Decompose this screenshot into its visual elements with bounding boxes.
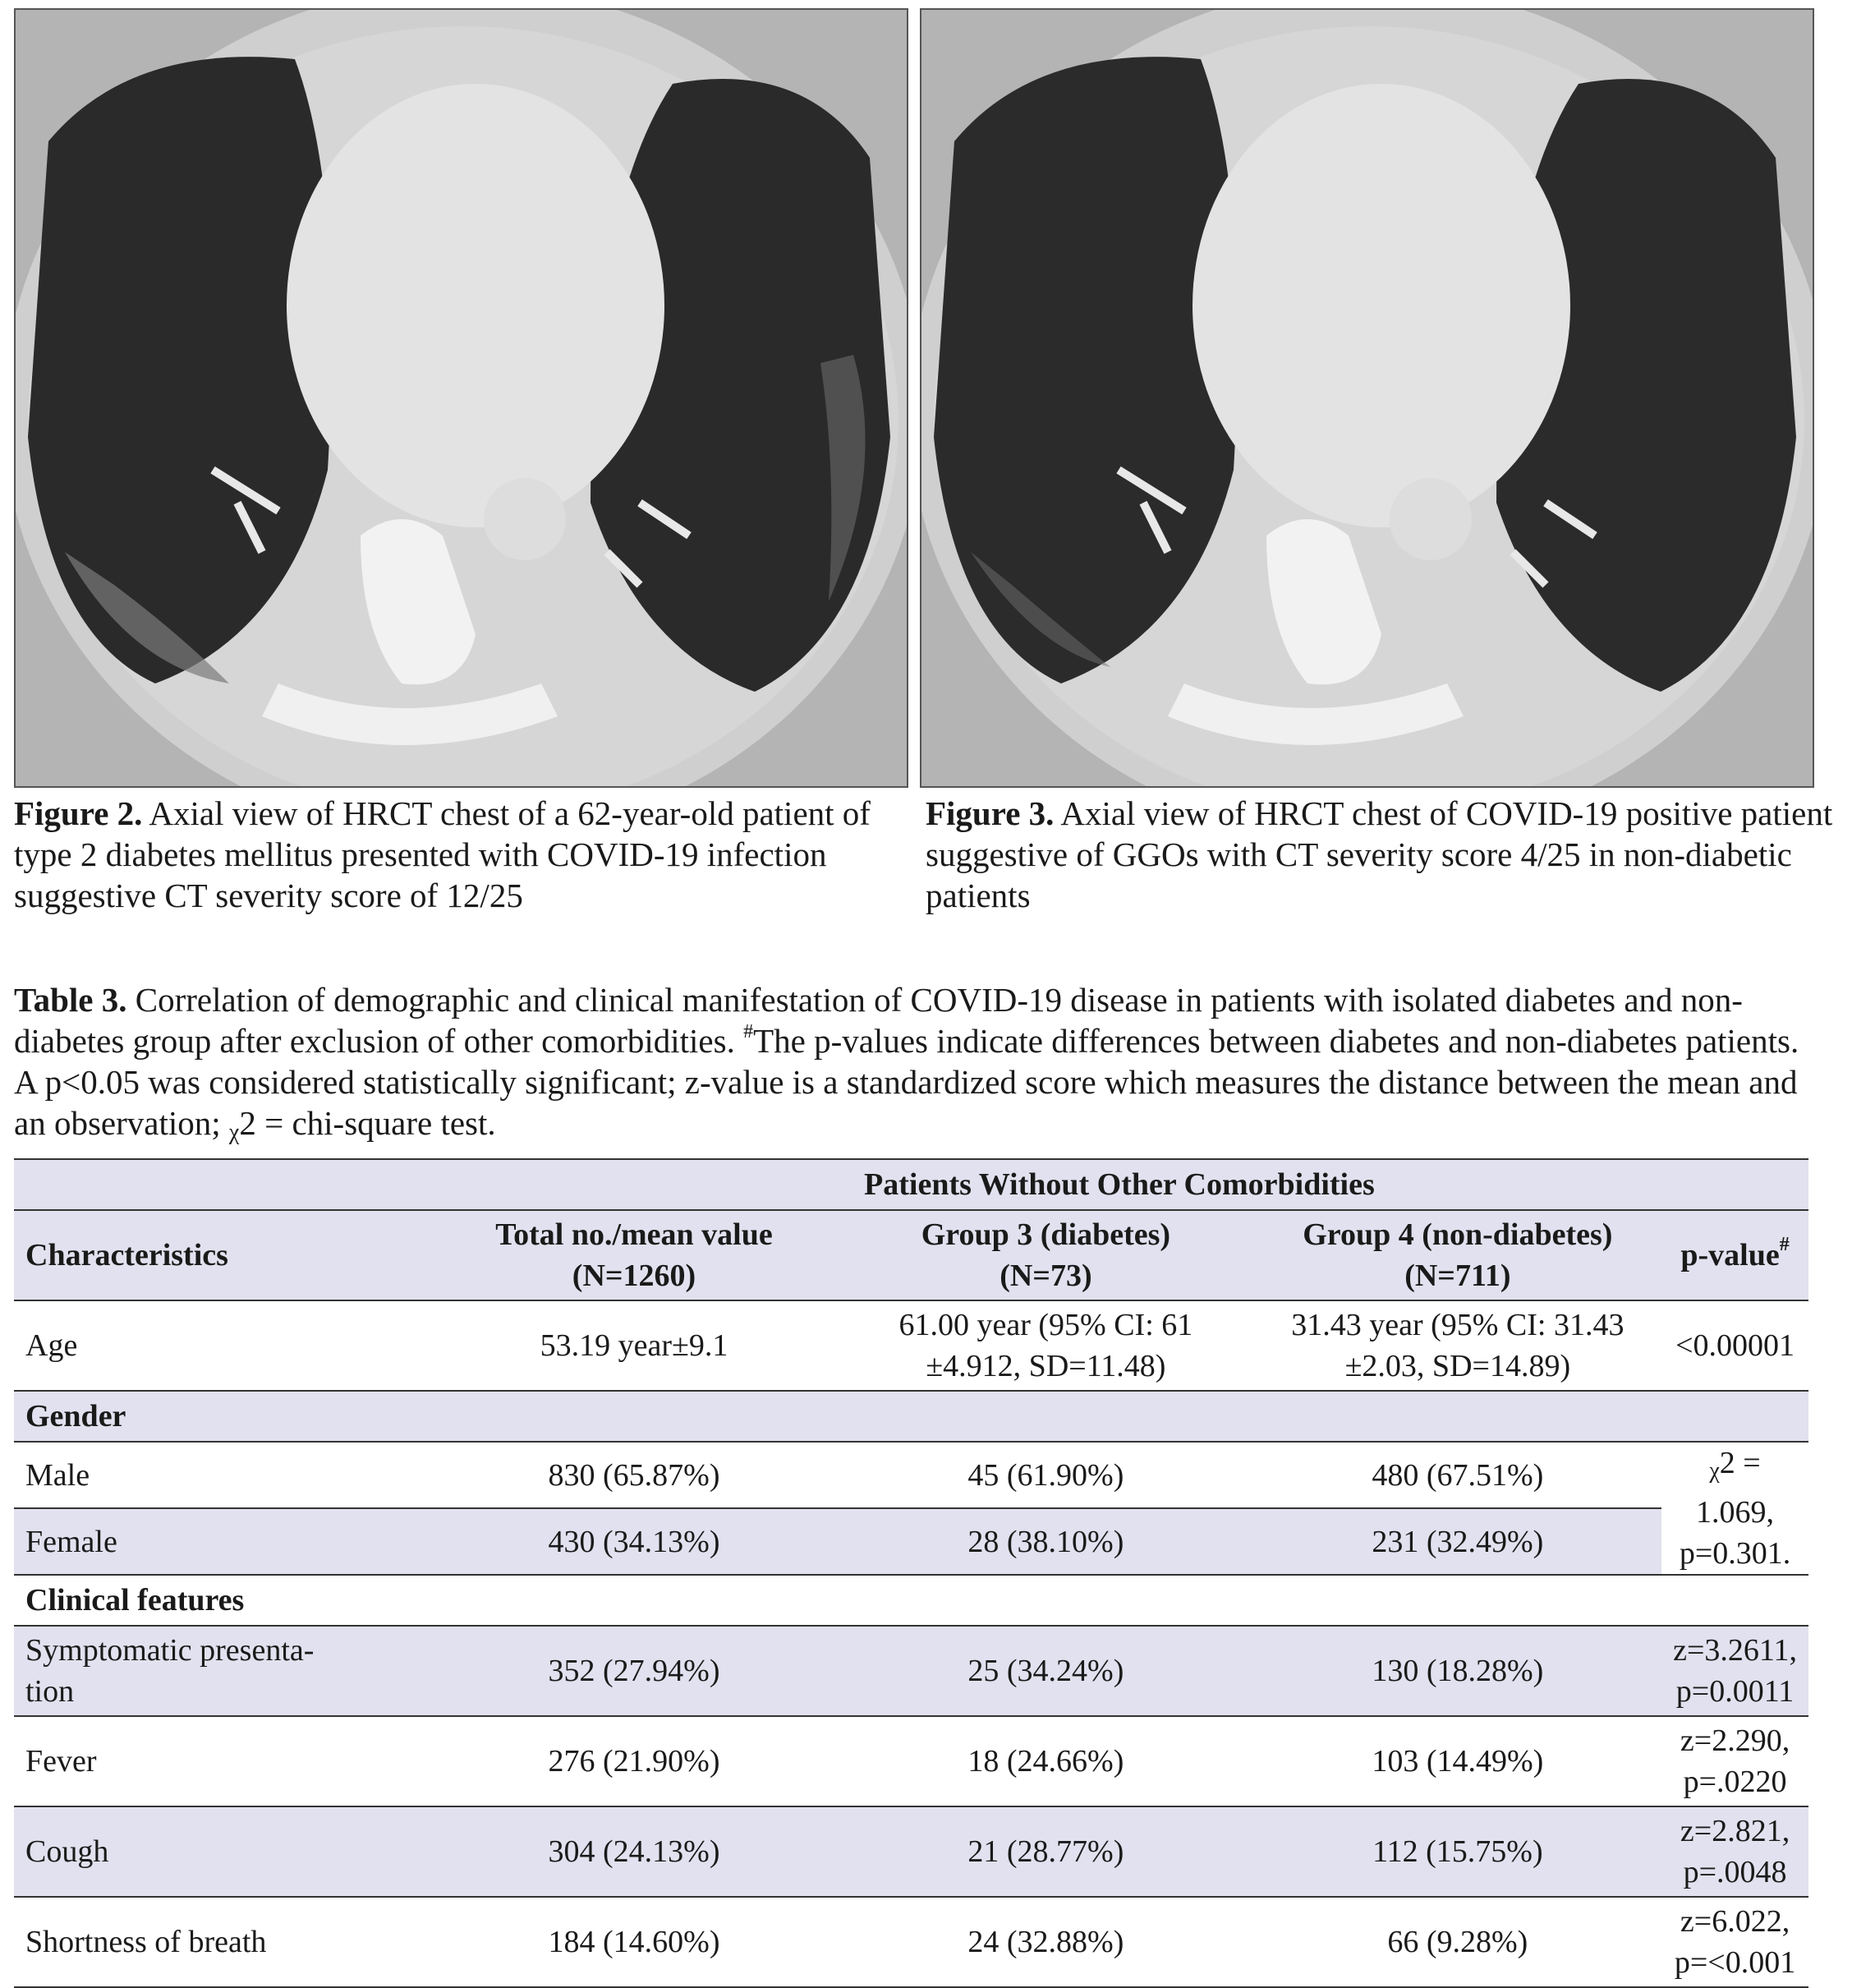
cell-age-group4 bbox=[1254, 1300, 1662, 1391]
ct-scan-graphic bbox=[16, 10, 907, 786]
col-pvalue-label: p-value bbox=[1680, 1238, 1780, 1272]
col-group3-line2: (N=73) bbox=[1000, 1259, 1092, 1293]
figure-3-label: Figure 3. bbox=[926, 794, 1055, 832]
cell-feature-label: Cough bbox=[25, 1834, 109, 1869]
cell-age-label: Age bbox=[25, 1328, 78, 1363]
feature-p-line2: p=.0220 bbox=[1683, 1765, 1787, 1799]
cell-feature-group3: 18 (24.66%) bbox=[967, 1744, 1124, 1779]
group-header: Patients Without Other Comorbidities bbox=[864, 1167, 1375, 1202]
table-row-female bbox=[14, 1508, 1808, 1575]
section-gender-label: Gender bbox=[25, 1399, 126, 1433]
cell-female-label: Female bbox=[25, 1524, 117, 1559]
col-group4-line2: (N=711) bbox=[1404, 1259, 1511, 1293]
ct-scan-graphic bbox=[921, 10, 1813, 786]
cell-age-group3-line2: ±4.912, SD=11.48) bbox=[926, 1349, 1166, 1383]
col-group4-line1: Group 4 (non-diabetes) bbox=[1303, 1217, 1613, 1252]
cell-feature-total: 276 (21.90%) bbox=[548, 1744, 720, 1779]
cell-male-group3: 45 (61.90%) bbox=[967, 1457, 1124, 1493]
table-caption-part3: 2 = chi-square test. bbox=[239, 1104, 496, 1142]
table-caption-part1: Correlation of demographic and clinical manifestation of COVID-19 disease in patients with isolated diabetes and non-diabetes group after exclusion of other comorbidities. bbox=[14, 981, 1743, 1060]
figure-2-ct-image bbox=[14, 8, 908, 788]
col-total-line2: (N=1260) bbox=[572, 1259, 696, 1293]
figure-3-caption-text: Axial view of HRCT chest of COVID-19 positive patient suggestive of GGOs with CT severity score 4/25 in non-diabetic patients bbox=[926, 794, 1833, 914]
cell-female-group3: 28 (38.10%) bbox=[967, 1524, 1124, 1559]
table-section-gender bbox=[14, 1391, 1808, 1442]
col-characteristics: Characteristics bbox=[25, 1238, 228, 1272]
table-row bbox=[14, 1806, 1808, 1897]
cell-female-total: 430 (34.13%) bbox=[548, 1524, 720, 1559]
figure-2-caption bbox=[14, 793, 913, 916]
feature-p-line1: z=6.022, bbox=[1680, 1904, 1790, 1939]
cell-female-group4: 231 (32.49%) bbox=[1372, 1524, 1544, 1559]
table-caption-part2: The p-values indicate differences between diabetes and non-diabetes patients. A p<0.05 was considered statistically significant; z-value is a standardized score which measures the distance between the mean and an observation; bbox=[14, 1022, 1799, 1142]
col-total-line1: Total no./mean value bbox=[495, 1217, 773, 1252]
table-3-label: Table 3. bbox=[14, 981, 127, 1019]
cell-age-group3 bbox=[838, 1300, 1253, 1391]
cell-age-total: 53.19 year±9.1 bbox=[540, 1328, 728, 1363]
cell-age-group4-line1: 31.43 year (95% CI: 31.43 bbox=[1291, 1308, 1625, 1342]
cell-feature-group3: 21 (28.77%) bbox=[967, 1834, 1124, 1869]
cell-male-total: 830 (65.87%) bbox=[548, 1457, 720, 1493]
figure-2-caption-text: Axial view of HRCT chest of a 62-year-old patient of type 2 diabetes mellitus presented with COVID-19 infection suggestive CT severity score of 12/25 bbox=[14, 794, 871, 914]
table-section-clinical bbox=[14, 1575, 1808, 1626]
cell-feature-group4: 66 (9.28%) bbox=[1387, 1925, 1528, 1959]
cell-feature-p bbox=[1661, 1626, 1808, 1716]
hash-footnote-mark: # bbox=[743, 1021, 754, 1042]
table-column-header-row bbox=[14, 1210, 1808, 1300]
gender-p-line2: p=0.301. bbox=[1679, 1536, 1791, 1571]
col-pvalue bbox=[1661, 1210, 1808, 1300]
cell-age-group4-line2: ±2.03, SD=14.89) bbox=[1344, 1349, 1571, 1383]
feature-p-line2: p=<0.001 bbox=[1674, 1945, 1796, 1980]
cell-feature-total: 352 (27.94%) bbox=[548, 1654, 720, 1688]
cell-feature-label bbox=[14, 1626, 430, 1716]
section-clinical-label: Clinical features bbox=[25, 1583, 245, 1618]
col-total bbox=[430, 1210, 838, 1300]
gender-p-line1: 2 = 1.069, bbox=[1696, 1446, 1775, 1530]
cell-feature-total: 184 (14.60%) bbox=[548, 1925, 720, 1959]
feature-label-line2: tion bbox=[25, 1674, 75, 1709]
cell-age-p: <0.00001 bbox=[1675, 1328, 1795, 1363]
cell-feature-total: 304 (24.13%) bbox=[548, 1834, 720, 1869]
col-group4 bbox=[1254, 1210, 1662, 1300]
col-group3 bbox=[838, 1210, 1253, 1300]
feature-p-line1: z=2.290, bbox=[1680, 1723, 1790, 1758]
cell-gender-p bbox=[1661, 1442, 1808, 1575]
feature-p-line1: z=2.821, bbox=[1680, 1814, 1790, 1848]
feature-p-line2: p=0.0011 bbox=[1675, 1674, 1795, 1709]
cell-feature-group3: 24 (32.88%) bbox=[967, 1925, 1124, 1959]
cell-feature-p bbox=[1661, 1806, 1808, 1897]
table-row bbox=[14, 1626, 1808, 1716]
table-row-male bbox=[14, 1442, 1808, 1508]
feature-p-line2: p=.0048 bbox=[1683, 1855, 1787, 1889]
cell-feature-p bbox=[1661, 1716, 1808, 1806]
table-row-age bbox=[14, 1300, 1808, 1391]
cell-male-group4: 480 (67.51%) bbox=[1372, 1457, 1544, 1493]
table-row bbox=[14, 1716, 1808, 1806]
feature-label-line1: Symptomatic presenta- bbox=[25, 1633, 315, 1668]
cell-feature-label: Shortness of breath bbox=[25, 1925, 267, 1959]
figure-2-label: Figure 2. bbox=[14, 794, 143, 832]
cell-feature-p bbox=[1661, 1897, 1808, 1987]
table-group-header-row bbox=[14, 1159, 1808, 1210]
figure-3-ct-image bbox=[920, 8, 1814, 788]
gender-chi-symbol: χ bbox=[1709, 1458, 1720, 1484]
table-3-caption bbox=[14, 979, 1821, 1153]
table-row bbox=[14, 1897, 1808, 1987]
cell-feature-group4: 103 (14.49%) bbox=[1372, 1744, 1544, 1779]
cell-feature-label: Fever bbox=[25, 1744, 97, 1779]
feature-p-line1: z=3.2611, bbox=[1673, 1633, 1797, 1668]
cell-feature-group4: 112 (15.75%) bbox=[1372, 1834, 1543, 1869]
cell-feature-group4: 130 (18.28%) bbox=[1372, 1654, 1544, 1688]
col-group3-line1: Group 3 (diabetes) bbox=[921, 1217, 1171, 1252]
chi-symbol: χ bbox=[228, 1120, 240, 1145]
cell-male-label: Male bbox=[25, 1457, 90, 1493]
cell-age-group3-line1: 61.00 year (95% CI: 61 bbox=[898, 1308, 1193, 1342]
cell-feature-group3: 25 (34.24%) bbox=[967, 1654, 1124, 1688]
table-3 bbox=[14, 1158, 1808, 1988]
col-pvalue-mark: # bbox=[1779, 1234, 1790, 1255]
figure-3-caption bbox=[926, 793, 1837, 916]
